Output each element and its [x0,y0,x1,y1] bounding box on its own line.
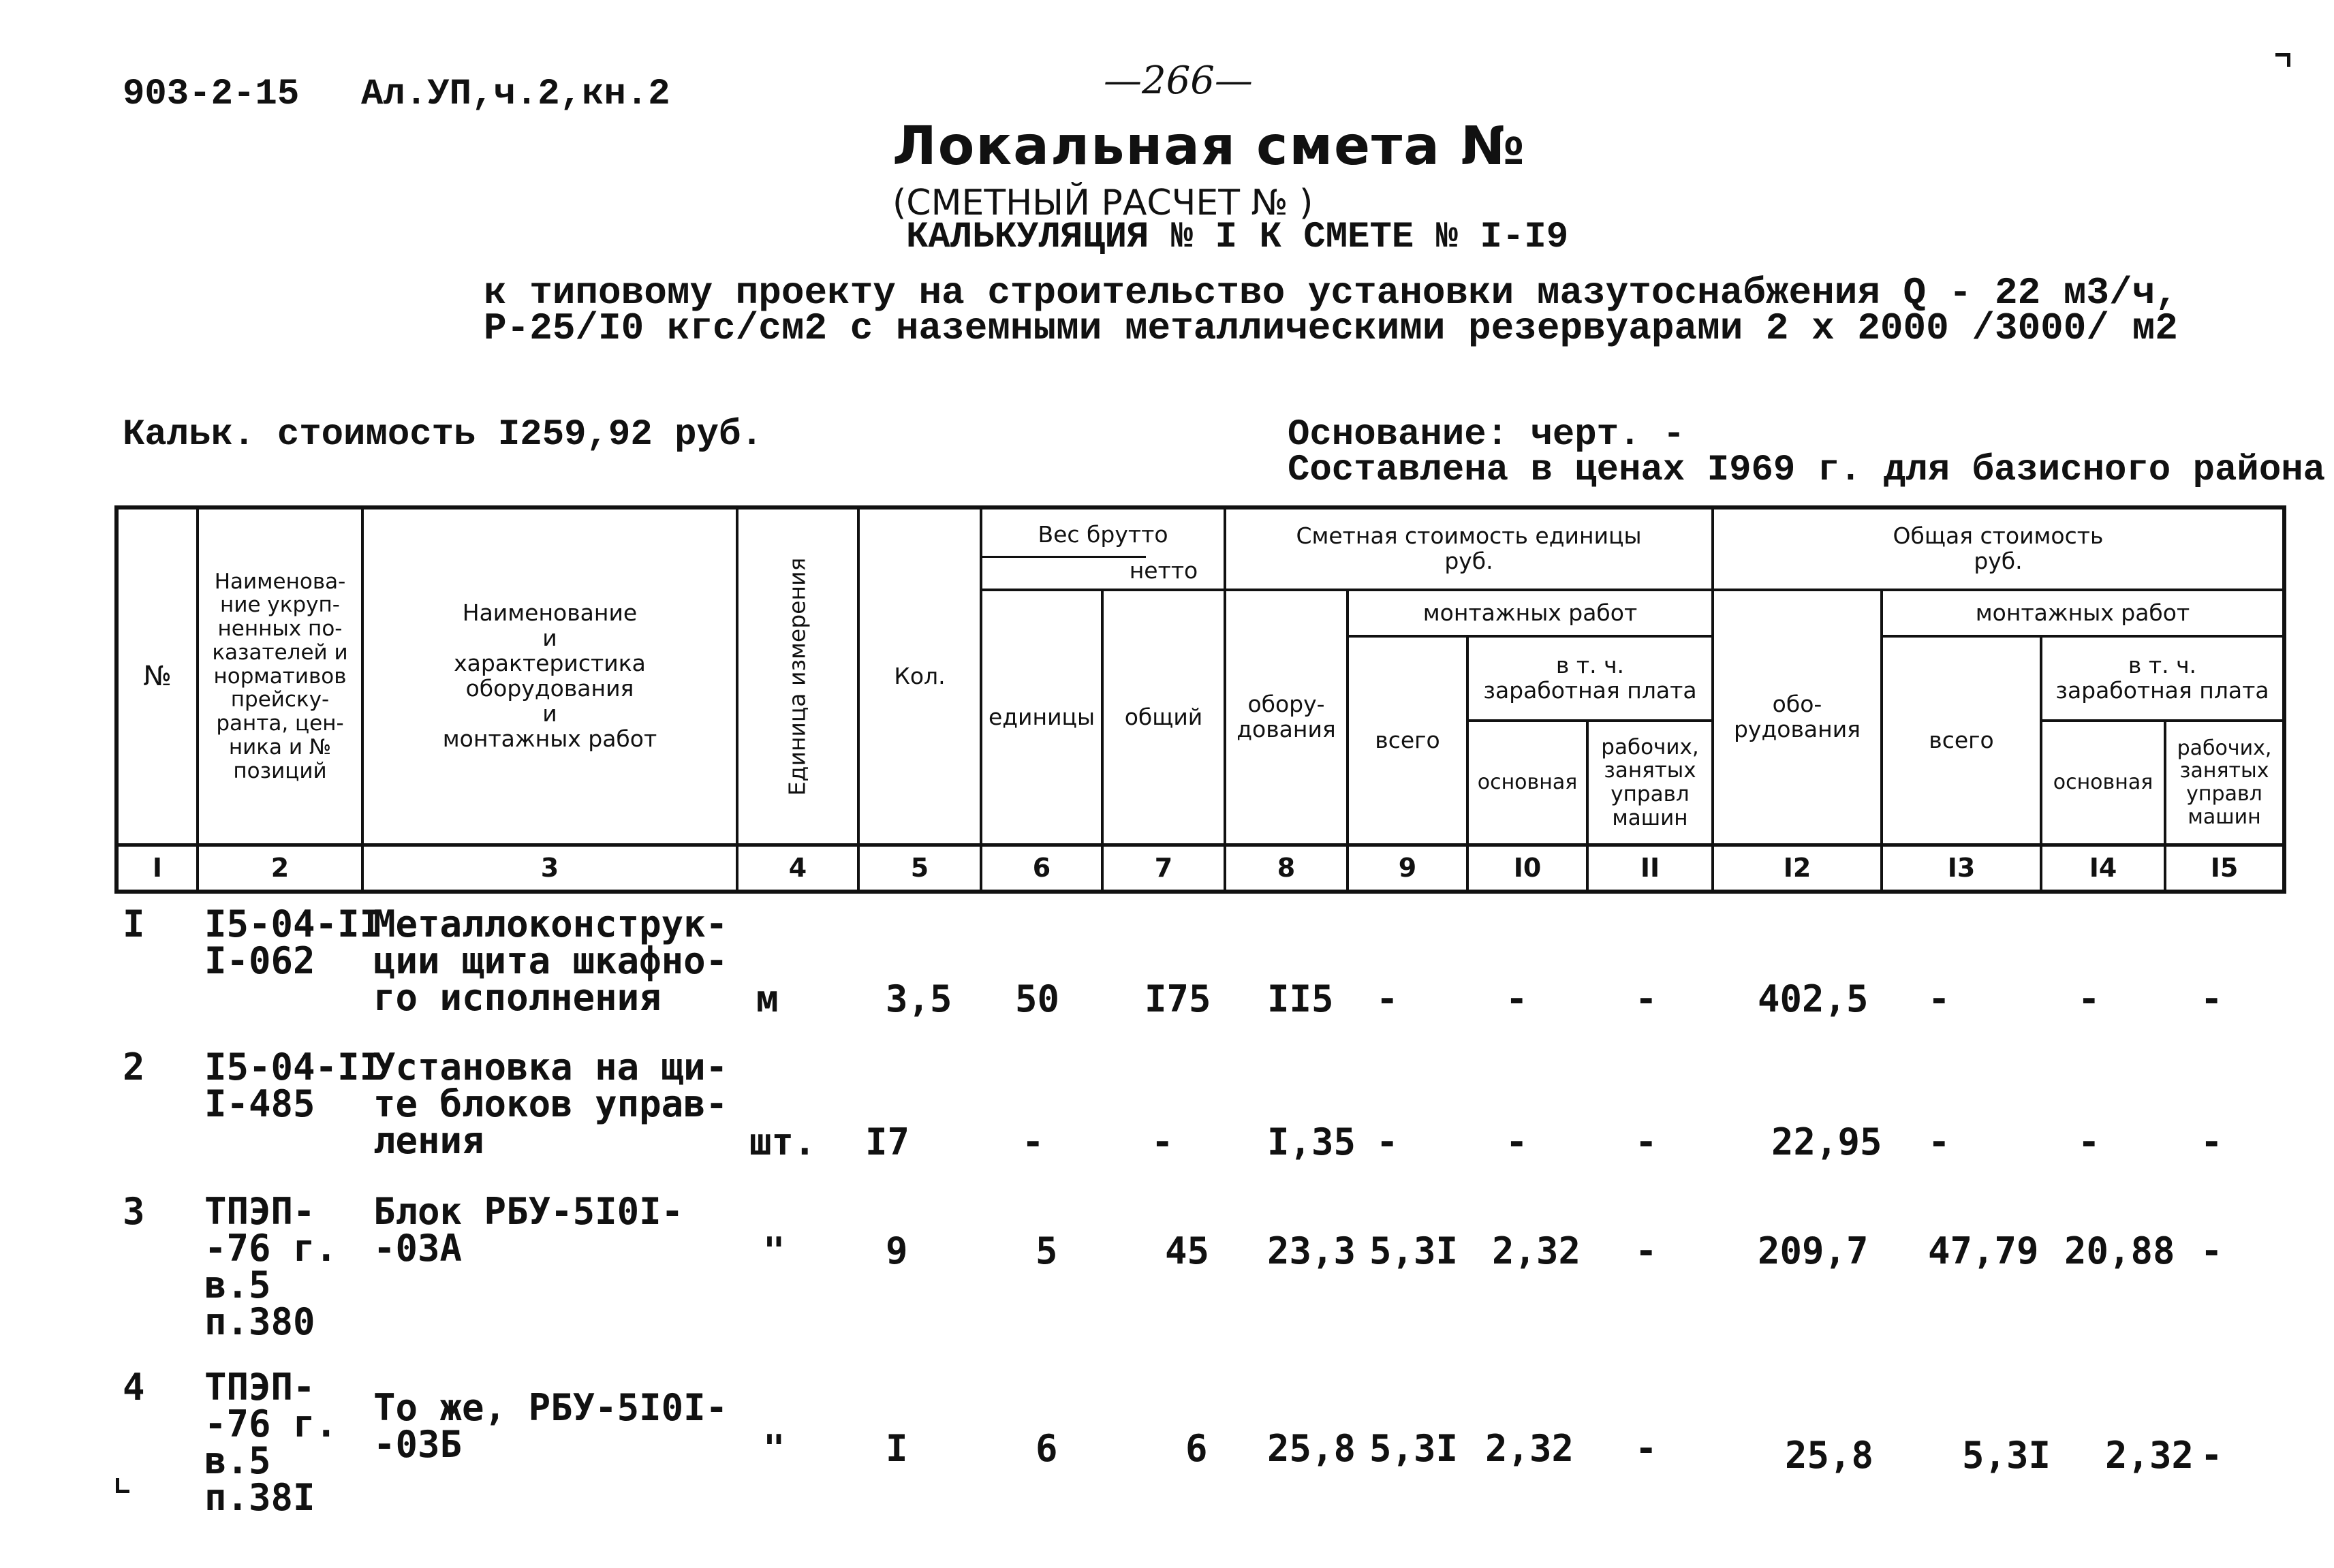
row-qty: 3,5 [886,977,952,1020]
row-total-basic: 20,88 [2064,1229,2175,1272]
row-total-equipment: 402,5 [1758,977,1869,1020]
row-unit-equipment: 23,3 [1267,1229,1356,1272]
row-norm: I5-04-II I-485 [204,1046,382,1125]
row-qty: I7 [865,1120,910,1163]
row-weight-unit: 50 [1015,977,1060,1020]
row-no: 4 [123,1366,145,1409]
header-unit [738,509,857,843]
row-total-equipment: 25,8 [1785,1434,1874,1477]
row-total-equipment: 209,7 [1758,1229,1869,1272]
header-install-total: монтажных работ [1975,599,2190,626]
row-unit-basic: 2,32 [1485,1427,1574,1470]
row-norm: I5-04-II I-062 [204,903,382,982]
row-unit-machine: - [1635,1229,1658,1272]
row-total-machine: - [2200,1229,2223,1272]
row-name: То же, РБУ-5I0I- -03Б [373,1386,728,1466]
row-total-all: - [1928,1120,1950,1163]
header-all-total: всего [1929,726,1994,753]
header-machine-total: рабочих, занятых управл машин [2177,736,2272,829]
col-number: I0 [1513,853,1542,883]
row-qty: I [886,1427,908,1470]
header-equipment-total: обо- рудования [1733,691,1861,742]
row-unit-basic: - [1506,1120,1528,1163]
row-total-basic: - [2078,1120,2100,1163]
row-weight-total: 45 [1165,1229,1210,1272]
row-qty: 9 [886,1229,908,1272]
row-unit: м [756,977,779,1020]
basis-line-2: Составлена в ценах I969 г. для базисного района [1288,450,2326,491]
basis-line-1: Основание: черт. - [1288,414,1685,456]
col-number: 7 [1154,853,1173,883]
row-norm: ТПЭП- -76 г. в.5 п.38I [204,1366,338,1519]
header-incl-wage-total: в т. ч. заработная плата [2055,652,2269,704]
estimate-subtitle: (СМЕТНЫЙ РАСЧЕТ № ) [892,183,1313,223]
row-unit: шт. [749,1120,816,1163]
header-weight: Вес брутто [1038,520,1168,548]
col-number: I3 [1947,853,1976,883]
col-number: I4 [2089,853,2117,883]
row-total-equipment: 22,95 [1771,1120,1882,1163]
row-no: 3 [123,1190,145,1233]
row-total-all: 5,3I [1962,1434,2051,1477]
row-unit-equipment: II5 [1267,977,1334,1020]
row-total-all: 47,79 [1928,1229,2039,1272]
header-equipment: обору- дования [1236,691,1336,742]
header-total-cost: Общая стоимость руб. [1893,522,2104,574]
row-name: Установка на щи- те блоков управ- ления [373,1046,728,1162]
header-weight-unit: единицы [988,703,1095,730]
header-no: № [143,660,172,692]
album-reference: Ал.УП,ч.2,кн.2 [361,74,670,115]
row-unit-equipment: 25,8 [1267,1427,1356,1470]
row-unit-all: 5,3I [1369,1427,1459,1470]
col-number: 3 [540,853,559,883]
header-machine: рабочих, занятых управл машин [1601,734,1699,830]
row-name: Блок РБУ-5I0I- -03А [373,1190,684,1270]
purpose-line-1: к типовому проекту на строительство установки мазутоснабжения Q - 22 м3/ч, [484,271,2178,315]
page-title: Локальная смета № [892,116,1526,177]
row-unit-machine: - [1635,977,1658,1020]
calculated-cost: Кальк. стоимость I259,92 руб. [123,414,763,456]
row-unit-basic: - [1506,977,1528,1020]
col-number: 2 [270,853,290,883]
header-norm: Наименова- ние укруп- ненных по- казателей и нормативов прейску- ранта, цен- ника и № позиций [212,569,348,783]
row-total-basic: 2,32 [2105,1434,2194,1477]
row-unit-machine: - [1635,1427,1658,1470]
col-number: 5 [910,853,929,883]
row-weight-total: - [1151,1120,1174,1163]
header-qty: Кол. [894,662,946,689]
row-unit-equipment: I,35 [1267,1120,1356,1163]
header-install: монтажных работ [1422,599,1638,626]
corner-mark [116,1490,129,1493]
col-number: I2 [1783,853,1811,883]
row-total-machine: - [2200,1434,2223,1477]
purpose-line-2: Р-25/I0 кгс/см2 с наземными металлическими резервуарами 2 х 2000 /3000/ м2 [484,307,2178,350]
row-unit-all: - [1376,977,1399,1020]
column-numbers-bottom-border [114,890,2286,894]
row-unit-all: - [1376,1120,1399,1163]
row-no: I [123,903,145,945]
header-incl-wage: в т. ч. заработная плата [1483,652,1697,704]
page-number: —266— [1104,59,1253,103]
row-total-machine: - [2200,1120,2223,1163]
col-number: 9 [1398,853,1417,883]
header-basic: основная [1477,770,1578,795]
row-unit: " [763,1427,785,1470]
row-total-basic: - [2078,977,2100,1020]
header-basic-total: основная [2053,770,2153,795]
col-number: 8 [1277,853,1296,883]
header-weight-total: общий [1124,703,1203,730]
table-right-border [2282,505,2286,894]
col-number: II [1640,853,1660,883]
corner-mark [2287,53,2290,67]
row-unit-all: 5,3I [1369,1229,1459,1272]
row-weight-total: 6 [1185,1427,1208,1470]
row-weight-unit: 6 [1036,1427,1058,1470]
col-number: I5 [2210,853,2239,883]
row-weight-unit: - [1022,1120,1044,1163]
document-code: 903-2-15 [123,74,300,115]
row-weight-unit: 5 [1036,1229,1058,1272]
header-weight-net: нетто [1129,556,1198,584]
row-unit-machine: - [1635,1120,1658,1163]
row-total-all: - [1928,977,1950,1020]
row-no: 2 [123,1046,145,1088]
calculation-subtitle: КАЛЬКУЛЯЦИЯ № I К СМЕТЕ № I-I9 [906,217,1569,258]
col-number: I [152,853,163,883]
header-unit-cost: Сметная стоимость единицы руб. [1296,522,1642,574]
row-name: Металлоконструк- ции щита шкафно- го исполнения [373,903,728,1019]
header-unit-label: Единица измерения [783,557,811,796]
col-number: 6 [1032,853,1051,883]
header-name: Наименование и характеристика оборудования и монтажных работ [442,599,657,752]
row-unit: " [763,1229,785,1272]
row-total-machine: - [2200,977,2223,1020]
row-unit-basic: 2,32 [1492,1229,1581,1272]
row-weight-total: I75 [1145,977,1211,1020]
row-norm: ТПЭП- -76 г. в.5 п.380 [204,1190,338,1343]
col-number: 4 [788,853,807,883]
header-all: всего [1375,726,1440,753]
